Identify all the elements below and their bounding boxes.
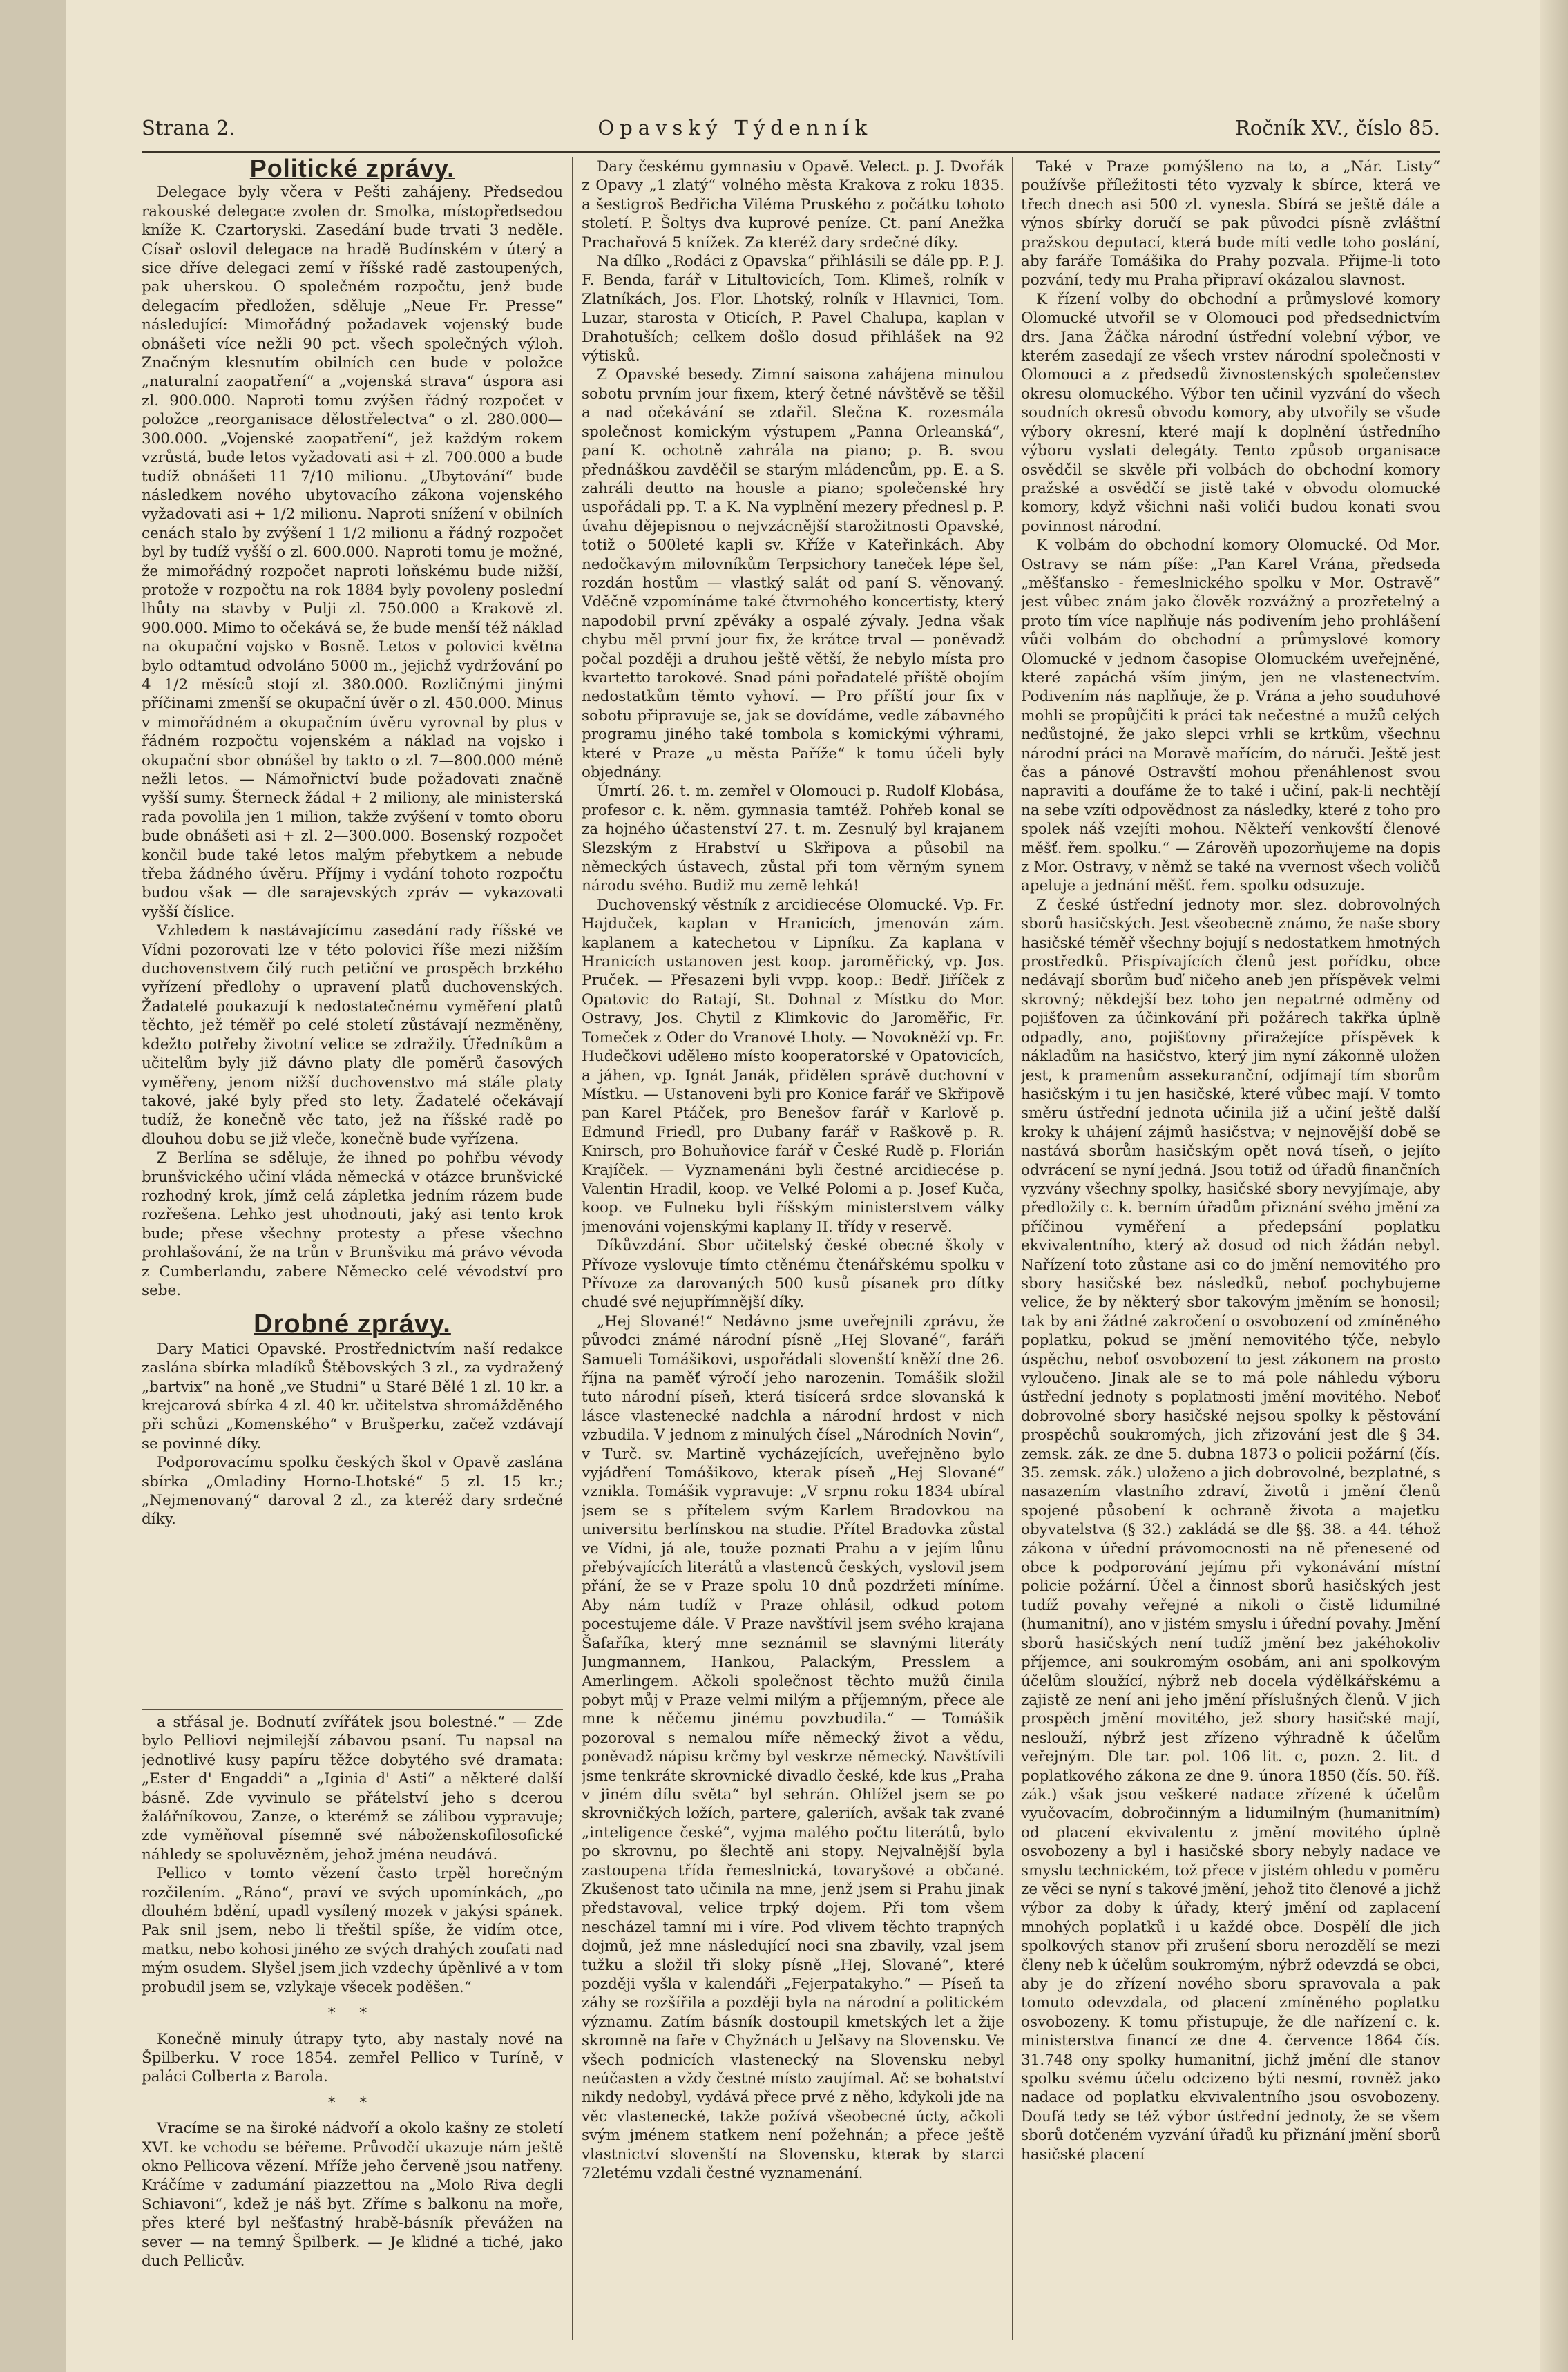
page-number: Strana 2. (142, 116, 236, 140)
column-divider (572, 157, 573, 2340)
section-title-political: Politické zprávy. (249, 157, 455, 182)
article-paragraph: Také v Praze pomýšleno na to, a „Nár. Listy“ používše příležitosti této vyzvaly k sbírce, která ve třech dnech asi 500 zl. vynesla. Sbírá se ještě dále a výnos sbírky doručí se pak původci písně zvláštní pražskou deputací, která bude míti vedle toho poslání, aby faráře Tomášika do Prahy pozvala. Přijme-li toto pozvání, tedy mu Praha připraví okázalou slavnost. (1021, 158, 1440, 289)
article-paragraph: K řízení volby do obchodní a průmyslové komory Olomucké utvořil se v Olomouci pod předsednictvím drs. Jana Žáčka národní ústřední volební výbor, ve kterém zasedají ze všech vrstev národní společnosti v Olomouci a z předsedů živnostenských společenstev okresu olomuckého. Výbor ten učinil vyzvání do všech soudních okresů obvodu komory, aby utvořily se všude výbory okresní, které mají k doplnění ústředního výboru vyslati delegáty. Tento způsob organisace osvědčil se skvěle při volbách do obchodní komory pražské a osvědčí se jistě také v obvodu olomucké komory, když všichni naši voliči budou konati svou povinnost národní. (1021, 290, 1440, 535)
feuilleton-column (142, 1713, 563, 2342)
scan-page-edge (1540, 0, 1568, 2372)
feuilleton-paragraph: Pellico v tomto vězení často trpěl horečným rozčilením. „Ráno“, praví ve svých upomínkách, „po dlouhém bdění, upadl vysílený mozek v jakýsi spánek. Pak snil jsem, nebo li třeštil spíše, že vidím otce, matku, nebo kohosi jiného ze svých drahých zoufati nad mým osudem. Slyšel jsem jich vzdechy úpěnlivé a v tom probudil jsem se, vzlykaje všecek poděšen.“ (142, 1865, 563, 1996)
article-paragraph: Podporovacímu spolku českých škol v Opavě zaslána sbírka „Omladiny Horno-Lhotské“ 5 zl. 15 kr.; „Nejmenovaný“ daroval 2 zl., za kteréž dary srdečné díky. (142, 1454, 563, 1529)
article-paragraph: Na dílko „Rodáci z Opavska“ přihlásili se dále pp. P. J. F. Benda, farář v Litultovicích, Tom. Klimeš, rolník v Zlatníkách, Jos. Flor. Lhotský, rolník v Hlavnici, Tom. Luzar, starosta v Oticích, P. Pavel Chalupa, kaplan v Drahotuších; celkem došlo dosud přihlášek na 92 výtisků. (582, 253, 1004, 365)
feuilleton-paragraph: Vracíme se na široké nádvoří a okolo kašny ze století XVI. ke vchodu se béřeme. Průvodčí ukazuje nám ještě okno Pellicova vězení. Mříže jeho červeně jsou natřeny. Kráčíme v zadumání piazzettou na „Molo Riva degli Schiavoni“, kdež je náš byt. Zříme s balkonu na moře, přes které byl nešťastný hrabě-básník převážen na sever — na temný Špilberk. — Je klidné a tiché, jako duch Pellicův. (142, 2120, 563, 2270)
article-paragraph: Z české ústřední jednoty mor. slez. dobrovolných sborů hasičských. Jest všeobecně známo, že naše sbory hasičské téměř všechny bojují s nedostatkem hmotných prostředků. Přispívajících členů jest pořídku, obce nedávají sborům buď ničeho aneb jen příspěvek velmi skrovný; někdejší bez toho jen nepatrné odměny od pojišťoven za účinkování při požárech takřka úplně odpadly, ano, pojišťovny přiražejíce příspěvek k nákladům na hasičstvo, který jim nyní zákonně uložen jest, k pramenům assekuranční, odjímají tím sborům hasičským i tu jen hasičské, které vůbec mají. V tomto směru ústřední jednota učinila již a učiní ještě další kroky k uhájení zájmů hasičstva; v nejnovější době se nastává sborům hasičským opět nová tíseň, o jejíto odvrácení se nyní jedná. Jsou totiž od úřadů finančních vyzvány všechny spolky, hasičské sbory nevyjímaje, aby předložily c. k. berním úřadům přiznání svého jmění za příčinou vyměření a předepsání poplatku ekvivalentního, který až dosud od nich žádán nebyl. Nařízení toto zůstane asi co do jmění nemovitého pro sbory hasičské bez následků, neboť pochybujeme velice, že by některý sbor takovým jměním se honosil; tak by ani žádné zakročení o osvobození od zmíněného poplatku, pokud se jmění nemovitého týče, nebylo úspěchu, neboť osvobození to jest zákonem na prosto vyloučeno. Jinak ale se to má pole náhledu výboru ústřední jednoty s poplatnosti jmění movitého. Neboť dobrovolné sbory hasičské nejsou spolky k pěstování prospěchů soukromých, jich zřizování jest dle § 34. zemsk. zák. ze dne 5. dubna 1873 o policii požární (čís. 35. zemsk. zák.) uloženo a jich dobrovolné, bezplatné, s nasazením vlastního zdraví, životů i jmění členů spojené působení k ochraně života a majetku obyvatelstva (§ 32.) zakládá se dle §§. 38. a 44. téhož zákona v úřední právomocnosti na ně přenesené od obce k podporování jejímu při vykonávání místní policie požární. Účel a činnost sborů hasičských jest tudíž povahy veřejné a nikoli o čistě lidumilné (humanitní), ano v jistém smyslu i úřední povahy. Jmění sborů hasičských není tudíž jmění bez jakéhokoliv příjemce, ani soukromým osobám, ani ani spolkovým účelům sloužící, nýbrž neb docela výdělkářskému a zajistě ze není ani jeho jmění příslušných členů. V jich prospěch jmění movitého, jež sbory hasičské mají, neslouží, nýbrž jest zřízeno výhradně k účelům veřejným. Dle tar. pol. 106 lit. c, pozn. 2. lit. d poplatkového zákona ze dne 9. února 1850 (čís. 50. říš. zák.) však jsou veškeré nadace zřízené k účelům vyučovacím, dobročinným a lidumilným (humanitním) od placení ekvivalentu z jmění movitého úplně osvobozeny a byl i hasičské sbory nebyly nadace ve smyslu technickém, tož přece v jistém ohledu v poměru ze věci se nyní s takové jmění, jehož tito členové a jichž výbor za doby k úřady, který jmění od zaplacení mnohých poplatků i u každé obce. Dospělí dle jich spolkových stanov při zrušení sboru nerozdělí se mezi členy neb k účelům soukromým, nýbrž odevzdá se obci, aby je do zřízení nového sboru spravovala a pak tomuto odevzdala, od placení zmíněného poplatku osvobozeny. K tomu přistupuje, že dle nařízení c. k. ministerstva financí ze dne 4. července 1864 čís. 31.748 ony spolky humanitní, jichž jmění dle stanov spolku svému účelu odcizeno býti nesmí, rovněž jako nadace od poplatku ekvivalentního jsou osvobozeny. Doufá tedy se též výbor ústřední jednoty, že se všem sborů dotčeném vyzvání úřadů ku přiznání jmění sborů hasičské placení (1021, 896, 1440, 2163)
feuilleton-rule (142, 1709, 563, 1710)
article-paragraph: Duchovenský věstník z arcidiecése Olomucké. Vp. Fr. Hajduček, kaplan v Hranicích, jmenován zám. kaplanem a katechetou v Lipníku. Za kaplana v Hranicích ustanoven jest koop. jaroměřický, vp. Jos. Pruček. — Přesazeni byli vvpp. koop.: Bedř. Jiříček z Opatovic do Ratají, St. Dohnal z Místku do Mor. Ostravy, Jos. Chytil z Klimkovic do Jaroměřic, Fr. Tomeček z Oder do Vranové Lhoty. — Novokněží vp. Fr. Hudečkovi udělено místo kooperatorské v Opatovicích, a jáhen, vp. Ignát Janák, přidělen správě duchovní v Místku. — Ustanoveni byli pro Konice farář ve Skřipově pan Karel Ptáček, pro Benešov farář v Karlově p. Edmund Friedl, pro Dubany farář v Raškově p. R. Knirsch, pro Bohuňovice farář v České Rudě p. Florián Krajíček. — Vyznamenáni byli čestné arcidiecése p. Valentin Hradil, koop. ve Velké Polomi a p. Josef Kuča, koop. ve Fulneku byli říšským ministerstvem války jmenováni vojenskými kaplany II. třídy v reservě. (582, 896, 1004, 1236)
article-paragraph: Vzhledem k nastávajícímu zasedání rady říšské ve Vídni pozorovati lze v této polovici říše mezi nižším duchovenstvem čilý ruch petiční ve prospěch brzkého vyřízení předlohy o upravení platů duchovenských. Žadatelé poukazují k nedostatečnému vyměření platů těchto, jež téměř po celé století zůstávají nezměněny, kdežto potřeby životní velice se zdražily. Úředníkům a učitelům byly již dávno platy dle poměrů časových vyměřeny, jenom nižší duchovenstvo má stále platy takové, jaké byly před sto lety. Žadatelé očekávají tudíž, že konečně věc tato, jež na říšské radě po dlouhou dobu se již vleče, konečně bude vyřízena. (142, 922, 563, 1148)
article-paragraph: Delegace byly včera v Pešti zahájeny. Předsedou rakouské delegace zvolen dr. Smolka, místopředsedou kníže K. Czartoryski. Zasedání bude trvati 3 neděle. Císař oslovil delegace na hradě Budínském v úterý a sice dříve delegaci zemí v říšské radě zastoupených, pak uherskou. O společném rozpočtu, jenž bude delegacím předložen, sděluje „Neue Fr. Presse“ následující: Mimořádný požadavek vojenský bude obnášeti více nežli 90 pct. všech společných výloh. Značným klesnutím obilních cen bude v položce „naturalní zaopatření“ a „vojenská strava“ úspora asi zl. 900.000. Naproti tomu zvýšen řádný rozpočet v položce „reorganisace dělostřelectva“ o zl. 280.000—300.000. „Vojenské zaopatření“, jež každým rokem vzrůstá, bude letos vyžadovati asi + zl. 700.000 a bude tudíž obnášeti 11 7/10 milionu. „Ubytování“ bude následkem nového ubytovacího zákona vojenského vyžadovati asi + 1/2 milionu. Naproti snížení v obilních cenách stalo by zvýšení 1 1/2 milionu a řádný rozpočet byl by tudíž vyšší o zl. 600.000. Naproti tomu je možné, že mimořádný rozpočet naproti loňskému bude nižší, protože v rozpočtu na rok 1884 byly povoleny poslední lhůty na stavby v Pulji zl. 750.000 a Krakově zl. 900.000. Mimo to očekává se, že bude menší též náklad na okupační vojsko v Bosně. Letos v polovici května bylo odtamtud odvoláno 5000 m., jejichž vydržování po 4 1/2 měsíců stojí zl. 380.000. Rozličnými jinými příčinami zmenší se okupační úvěr o zl. 450.000. Minus v mimořádném a okupačním úvěru vyrovnal by plus v řádném rozpočtu vojenském a náklad na vojsko i okupační sbor obnášel by takto o zl. 7—800.000 méně nežli letos. — Námořnictví bude požadovati značně vyšší sumy. Šterneck žádal + 2 miliony, ale ministerská rada povolila jen 1 milion, takže zvýšení v tomto oboru bude obnášeti asi + zl. 2—300.000. Bosenský rozpočet končil bude také letos malým přebytkem a nebude třeba žádného úvěru. Příjmy i vydání tohoto rozpočtu budou však — dle sarajevských zpráv — vykazovati vyšší číslice. (142, 184, 563, 921)
column-divider (1012, 157, 1013, 2340)
feuilleton-paragraph: a střásal je. Bodnutí zvířátek jsou bolestné.“ — Zde bylo Pelliovi nejmilejší zábavou psaní. Tu napsal na jednotlivé kusy papíru těžce dobytého své dramata: „Ester d' Engaddi“ a „Iginia d' Asti“ a některé další básně. Zde vyvinulo se přátelství jeho s dcerou žalářníkovou, Zanze, o kterémž se zálibou vypravuje; zde vyměňoval písemně své náboženskofilosofické náhledy se spoluvězněm, jehož jména neudává. (142, 1714, 563, 1864)
column-1 (142, 157, 563, 1708)
article-paragraph: Dary českému gymnasiu v Opavě. Velect. p. J. Dvořák z Opavy „1 zlatý“ volného města Krakova z roku 1835. a šestigroš Bedřicha Viléma Pruského z počátku tohoto století. P. Šoltys dva kuprové peníze. Ct. paní Anežka Prachařová 5 knížek. Za kteréž dary srdečné díky. (582, 158, 1004, 251)
column-2 (582, 157, 1004, 2340)
page-header (142, 111, 1440, 145)
article-paragraph: Z Opavské besedy. Zimní saisona zahájena minulou sobotu prvním jour fixem, který četné návštěvě se těšil a nad očekávání se zdařil. Slečna K. rozesmála společnost komickým výstupem „Panna Orleanská“, paní K. ochotně zahrála na piano; p. B. svou přednáškou zavděčil se starým mládencům, pp. E. a S. zahráli deutto na housle a piano; společenské hry uspořádali pp. T. a K. Na vyplnění mezery přednesl p. P. úvahu dějepisnou o nejvzácnější starožitnosti Opavské, totiž o 500leté kapli sv. Kříže v Kateřinkách. Aby nedočkavým milovníkům Terpsichory taneček lépe šel, rozdán hostům — vlastký salát od paní S. věnovaný. Vděčně vzpomínáme také čtvrnohého koncertisty, který napodobil první zpěváky a ospalé zývaly. Jedna však chybu měl první jour fix, že krátce trval — poněvadž počal později a druhou ještě větší, že nebylo místa pro kvartetto tarokové. Snad páni pořadatelé příště obojím nedostatkům těmto vyhoví. — Pro příští jour fix v sobotu připravuje se, jak se dovídáme, vedle zábavného programu jiného také tombola s komickými výhrami, které v Praze „u města Paříže“ k tomu účeli byly objednány. (582, 366, 1004, 781)
article-paragraph: Úmrtí. 26. t. m. zemřel v Olomouci p. Rudolf Klobása, profesor c. k. něm. gymnasia tamtéž. Pohřeb konal se za hojného účastenství 27. t. m. Zesnulý byl krajanem Slezským z Hrabství u Skřipova a působil na německých ústavech, zůstal při tom věrným synem národu svého. Budiž mu země lehká! (582, 783, 1004, 895)
section-separator-stars: * * (327, 2005, 377, 2022)
article-paragraph: Z Berlína se sděluje, že ihned po pohřbu vévody brunšvického učiní vláda německá v otázce brunšvické rozhodný krok, jímž celá zápletka jedním rázem bude rozřešena. Lehko jest uhodnouti, jaký asi tento krok bude; přese všechny protesty a přese všechno prohlašování, že na trůn v Brunšviku má právo vévoda z Cumberlandu, zabere Německo celé vévodství pro sebe. (142, 1149, 563, 1299)
issue-info: Ročník XV., číslo 85. (1235, 116, 1440, 140)
article-paragraph: K volbám do obchodní komory Olomucké. Od Mor. Ostravy se nám píše: „Pan Karel Vrána, předseda „měšťansko - řemeslnického spolku v Mor. Ostravě“ jest vůbec znám jako člověk rozvážný a prozřetelný a proto tím více naplňuje nás podivením jeho prohlášení vůči volbám do obchodní a průmyslové komory Olomucké v jednom časopise Olomuckém uveřejněné, které zapáchá vším jiným, jen ne vlastenectvím. Podivením nás naplňuje, že p. Vrána a jeho souduhové mohli se propůjčiti k práci tak nečestné a mužů celých nedůstojné, že jako slepci vrhli se krtkům, všechnu národní práci na Moravě mařícím, do náruči. Ještě jest čas a pánové Ostravští mohou přenáhlenost svou napraviti a doufáme že to také i učiní, pak-li nechtějí na sebe vzíti odpovědnost za následky, které z toho pro spolek náš vzejíti mohou. Někteří venkovští členové měšť. řem. spolku.“ — Zárověň upozorňujeme na dopis z Mor. Ostravy, v němž se také na vvernost všech voličů apeluje a jednání měšť. řem. spolku odsuzuje. (1021, 537, 1440, 895)
article-paragraph: Dary Matici Opavské. Prostřednictvím naší redakce zaslána sbírka mladíků Štěbovských 3 zl., za vydražený „bartvix“ na honě „ve Studni“ u Staré Bělé 1 zl. 10 kr. a krejcarová sbírka 4 zl. 40 kr. učitelstva shromážděného při schůzi „Komenského“ v Brušperku, začež vzdávají se povinné díky. (142, 1340, 563, 1453)
newspaper-title: Opavský Týdenník (597, 116, 873, 140)
feuilleton-paragraph: Konečně minuly útrapy tyto, aby nastaly nové na Špilberku. V roce 1854. zemřel Pellico v Turíně, v paláci Colberta z Barola. (142, 2030, 563, 2086)
section-title-short-news: Drobné zprávy. (254, 1310, 451, 1339)
article-paragraph: Díkůvzdání. Sbor učitelský české obecné školy v Přívoze vyslovuje tímto ctěnému čtenářskému spolku v Přívoze za darovaných 500 kusů písanek pro dítky chudé své nejupřímnější díky. (582, 1237, 1004, 1312)
header-rule (142, 151, 1440, 153)
scan-binding-edge (0, 0, 66, 2372)
column-3 (1021, 157, 1440, 2340)
article-paragraph: „Hej Slované!“ Nedávno jsme uveřejnili zprávu, že původci známé národní písně „Hej Slované“, faráři Samueli Tomášikovi, uspořádali slovenští kněží dne 26. října na paměť výročí jeho narozenin. Tomášik složil tuto národní píseň, která tisícerá srdce slovanská k lásce vlastenecké nadchla a národní hrdost v nich vzbudila. V jednom z minulých čísel „Národních Novin“, v Turč. sv. Martině vycházejících, uveřejněno bylo vyjádření Tomášikovo, kterak píseň „Hej Slované“ vznikla. Tomášik vypravuje: „V srpnu roku 1834 ubíral jsem se s přítelem svým Karlem Bradovkou na universitu berlínskou na studie. Přítel Bradovka zůstal ve Vídni, já ale, touže poznati Prahu a v jejím lůnu přebývajících literátů a vlastenců českých, vyslovil jsem přání, že se v Praze spolu 10 dnů pozdržeti míníme. Aby nám tudíž v Praze ohlásil, odkud potom pocestujeme dále. V Praze navštívil jsem svého krajana Šafaříka, který mne seznámil se slavnými literáty Jungmannem, Hankou, Palackým, Presslem a Amerlingem. Ačkoli společnost těchto mužů činila pobyt můj v Praze velmi milým a příjemným, přece ale mne k něčemu jinému povzbudila.“ — Tomášik pozoroval s nemalou míře německý život a vědu, poněvadž nápisu krčmy byl veskrze německý. Navštívili jsme tenkráte skrovnické divadlo české, kde kus „Praha v jiném dílu světa“ byl sehrán. Ohlížel jsem se po skrovničkých ložích, partere, galeriích, avšak tak zvané „inteligence české“, vyjma malého počtu literátů, bylo po skrovnu, po šlechtě ani stopy. Nejvalnější byla zastoupena třída řemeslnická, tovaryšové a občané. Zkušenost tato učinila na mne, jenž jsem si Prahu jinak představoval, velice trpký dojem. Při tom všem nescházel tamní mi i víre. Pod vlivem těchto trapných dojmů, jež mne následující noci sna zbavily, vzal jsem tužku a složil tři sloky písně „Hej, Slované“, které později vyšla v kalendáři „Fejerpatakyho.“ — Píseň ta záhy se rozšířila a později byla na národní a politickém významu. Zatím básník dostoupil kmetských let a žije skromně na faře v Chyžnách u Jelšavy na Slovensku. Ve všech podnicích vlastenecký na Slovensku nebyl neúčasten a vždy čestné místo zaujímal. Ač se bohatství nikdy nedobyl, vydává přece prvé z něho, kdykoli jde na věc vlastenecké, takže požívá všeobecné úcty, ačkoli svým jménem statkem není požehnán; a přece ještě vlastnictví slovenští na Slovensku, kterak by starci 72letému vzdali čestné vyznamenání. (582, 1312, 1004, 2183)
section-separator-stars: * * (327, 2094, 377, 2112)
